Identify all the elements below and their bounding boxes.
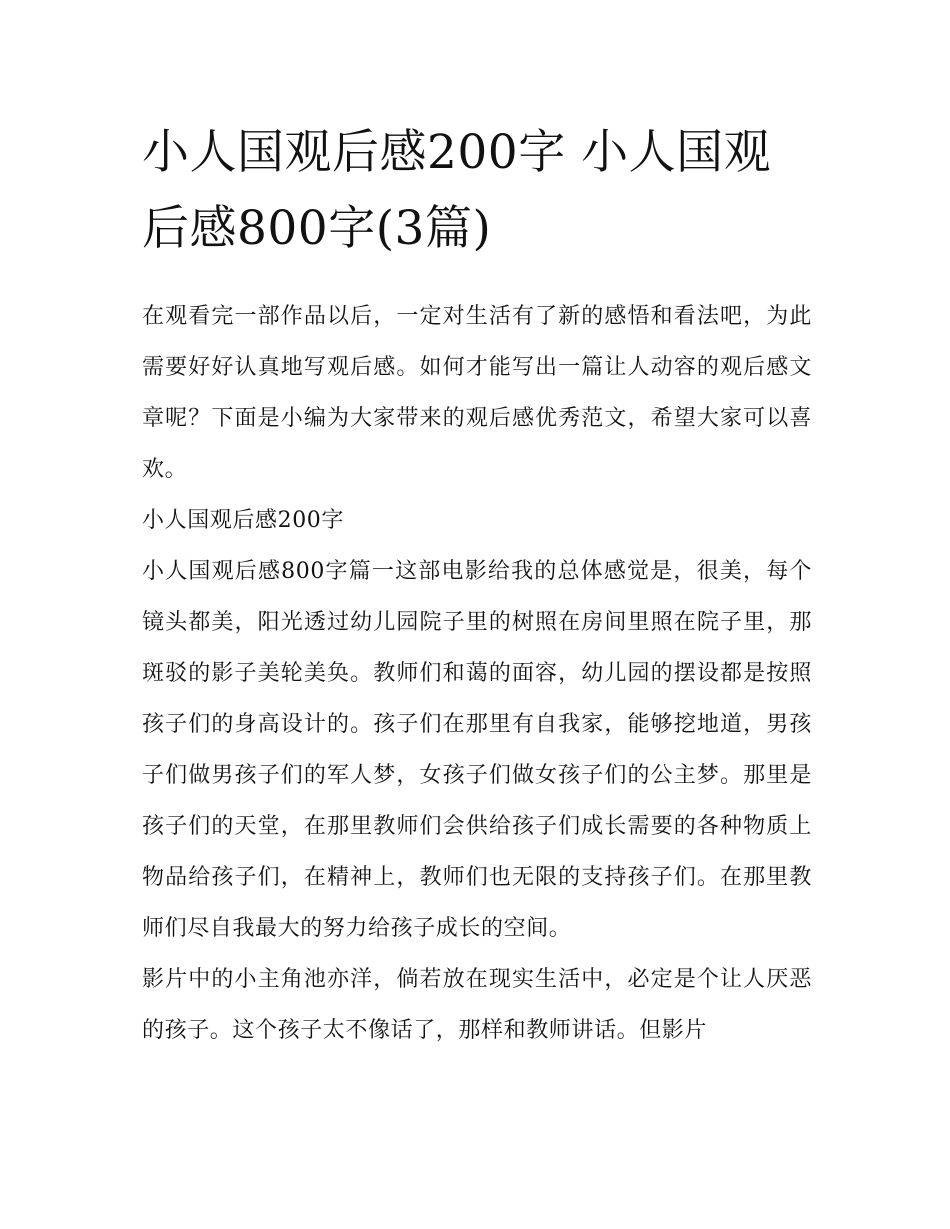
section-heading: 小人国观后感200字 <box>142 508 344 533</box>
document-page <box>142 115 812 1056</box>
body-paragraph-1: 小人国观后感800字篇一这部电影给我的总体感觉是，很美，每个镜头都美，阳光透过幼儿园院子里的树照在房间里照在院子里，那斑驳的影子美轮美奂。教师们和蔼的面容，幼儿园的摆设都是按照孩子们的身高设计的。孩子们在那里有自我家，能够挖地道，男孩子们做男孩子们的军人梦，女孩子们做女孩子们的公主梦。那里是孩子们的天堂，在那里教师们会供给孩子们成长需要的各种物质上物品给孩子们，在精神上，教师们也无限的支持孩子们。在那里教师们尽自我最大的努力给孩子成长的空间。 <box>142 559 812 941</box>
body-paragraph-2: 影片中的小主角池亦洋，倘若放在现实生活中，必定是个让人厌恶的孩子。这个孩子太不像话了，那样和教师讲话。但影片 <box>142 967 812 1043</box>
intro-paragraph: 在观看完一部作品以后，一定对生活有了新的感悟和看法吧，为此需要好好认真地写观后感。如何才能写出一篇让人动容的观后感文章呢？下面是小编为大家带来的观后感优秀范文，希望大家可以喜欢。 <box>142 304 812 482</box>
document-title: 小人国观后感200字 小人国观后感800字(3篇) <box>142 125 772 256</box>
